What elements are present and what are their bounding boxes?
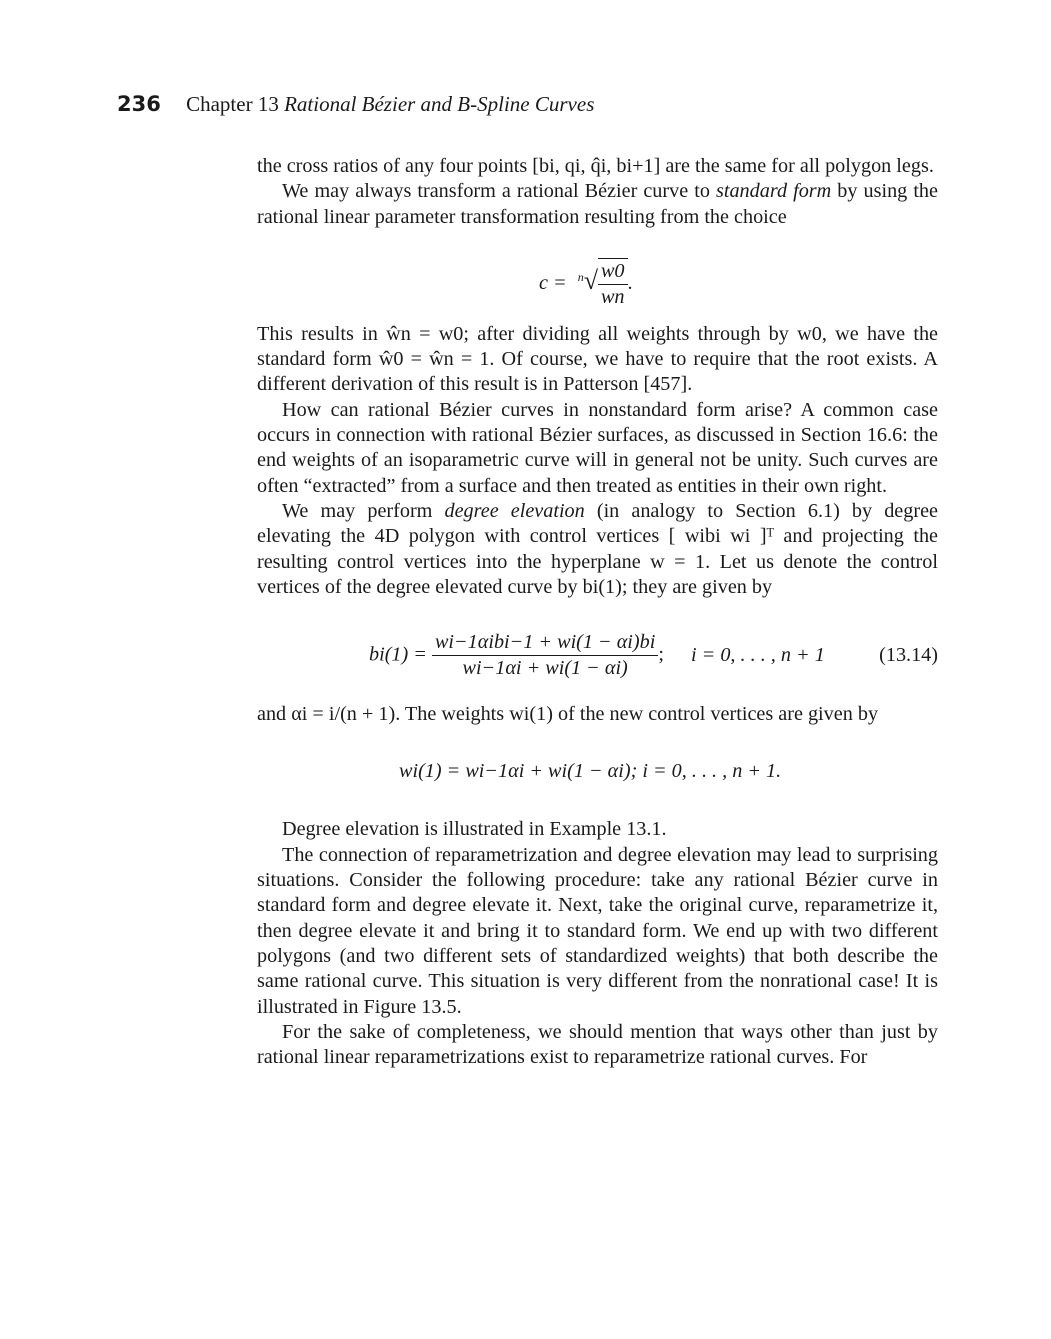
text: We may perform bbox=[282, 499, 445, 522]
paragraph-nonstandard: How can rational Bézier curves in nonstandard form arise? A common case occurs in connection with rational Bézier surfaces, as discussed in Section 16.6: the end weights of an isoparametric curve will in general not be unity. Such curves are often “extracted” from a surface and then treated as entities in their own right. bbox=[257, 398, 938, 497]
emphasis-standard-form: standard form bbox=[716, 180, 832, 203]
eq2-range: i = 0, . . . , n + 1 bbox=[691, 643, 825, 666]
text: We may always transform a rational Bézier curve to bbox=[282, 180, 716, 203]
eq1-lhs: c = bbox=[539, 271, 567, 294]
text: (in analogy to Section 6.1) by degree elevating the 4D polygon with control vertices [ wibi wi ]ᵀ and projecting the resulting control vertices into the hyperplane w = 1. Let us denote the control vertices of the degree elevated curve by bi(1); they are given by bbox=[257, 499, 938, 598]
eq2-denominator: wi−1αi + wi(1 − αi) bbox=[462, 657, 628, 680]
paragraph-degree-elevation bbox=[257, 499, 938, 600]
paragraph-completeness: For the sake of completeness, we should mention that ways other than just by rational linear reparametrizations exist to reparametrize rational curves. For bbox=[257, 1020, 938, 1069]
eq3-line: wi(1) = wi−1αi + wi(1 − αi); i = 0, . . . , n + 1. bbox=[399, 760, 782, 783]
eq2-fraction bbox=[432, 630, 658, 682]
paragraph-cross-ratios: the cross ratios of any four points [bi, qi, q̂i, bi+1] are the same for all polygon legs. bbox=[257, 155, 934, 177]
paragraph-example-ref: Degree elevation is illustrated in Example 13.1. bbox=[282, 818, 667, 841]
equation-weights bbox=[257, 727, 938, 817]
equation-number: (13.14) bbox=[879, 644, 938, 667]
eq1-denominator: wn bbox=[600, 286, 625, 309]
paragraph-reparametrization: The connection of reparametrization and degree elevation may lead to surprising situations. Consider the following procedure: take any rational Bézier curve in standard form and degree elevate it. Next, take the original curve, reparametrize it, then degree elevate it and bring it to standard form. We end up with two different polygons (and two different sets of standardized weights) that both describe the same rational curve. This situation is very different from the nonrational case! It is illustrated in Figure 13.5. bbox=[257, 843, 938, 1018]
equation-13-14: bi(1) = $\frac{\text{wi−1αibi−1 + wi(1 − αi)bi}}{wi-1\alpha i + wi(1 - \alpha i)}$ ; i = 0, . . . , n + 1 (13.14) bbox=[257, 600, 938, 702]
paragraph-weights: and αi = i/(n + 1). The weights wi(1) of the new control vertices are given by bbox=[257, 703, 879, 726]
page-body bbox=[257, 154, 938, 1070]
eq1-fraction bbox=[598, 258, 628, 311]
chapter-title: Rational Bézier and B-Spline Curves bbox=[284, 92, 595, 116]
eq1-numerator: w0 bbox=[598, 259, 628, 285]
emphasis-degree-elevation: degree elevation bbox=[444, 499, 585, 522]
running-header bbox=[117, 92, 594, 117]
paragraph-standard-form bbox=[257, 179, 938, 230]
eq2-numerator: wi−1αibi−1 + wi(1 − αi)bi bbox=[432, 630, 658, 656]
paragraph-results: This results in ŵn = w0; after dividing all weights through by w0, we have the standard form ŵ0 = ŵn = 1. Of course, we have to require that the root exists. A different derivation of this result is in Patterson [457]. bbox=[257, 322, 938, 396]
radical-sign: √ bbox=[583, 265, 598, 295]
page-number: 236 bbox=[117, 92, 161, 116]
chapter-label: Chapter 13 bbox=[186, 92, 279, 116]
equation-root: c = $^n$√ $\frac{w0}{wn}$ . bbox=[257, 230, 938, 322]
text: by using the rational linear parameter transformation resulting from the choice bbox=[257, 180, 938, 228]
eq2-lhs: bi(1) = bbox=[369, 643, 427, 666]
eq1-root-index: n bbox=[577, 270, 584, 285]
